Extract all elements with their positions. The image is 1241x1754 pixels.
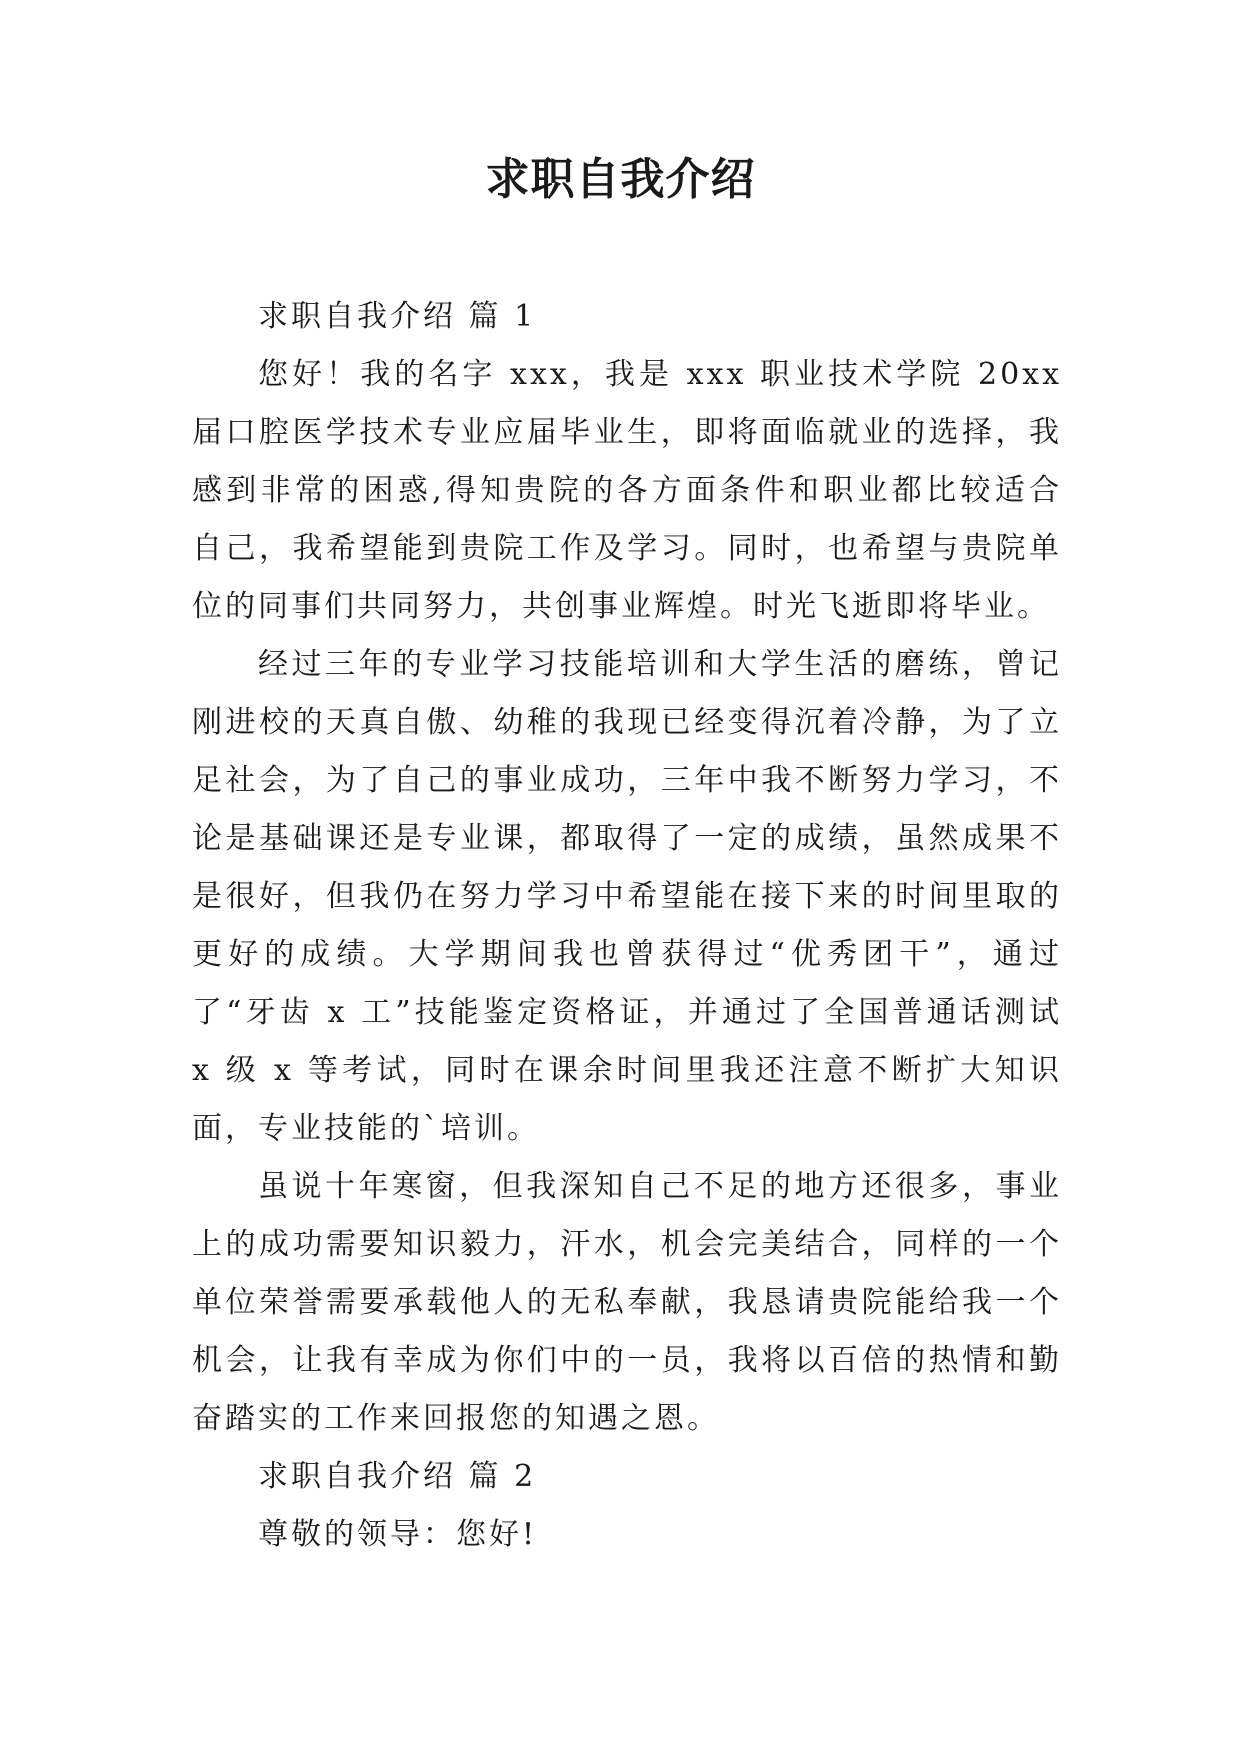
section-heading-1: 求职自我介绍 篇 1 bbox=[258, 299, 537, 334]
paragraph-closing: 虽说十年寒窗，但我深知自己不足的地方还很多，事业上的成功需要知识毅力，汗水，机会完美结合，同样的一个单位荣誉需要承载他人的无私奉献，我恳请贵院能给我一个机会，让我有幸成为你们中的一员，我将以百倍的热情和勤奋踏实的工作来回报您的知遇之恩。 bbox=[192, 1169, 1062, 1436]
paragraph-experience: 经过三年的专业学习技能培训和大学生活的磨练，曾记刚进校的天真自傲、幼稚的我现已经变得沉着冷静，为了立足社会，为了自己的事业成功，三年中我不断努力学习，不论是基础课还是专业课，都取得了一定的成绩，虽然成果不是很好，但我仍在努力学习中希望能在接下来的时间里取的更好的成绩。大学期间我也曾获得过“优秀团干”，通过了“牙齿 x 工”技能鉴定资格证，并通过了全国普通话测试 x 级 x 等考试，同时在课余时间里我还注意不断扩大知识面，专业技能的`培训。 bbox=[192, 647, 1062, 1146]
document-body bbox=[192, 288, 1062, 1564]
paragraph-greeting: 您好！我的名字 xxx，我是 xxx 职业技术学院 20xx 届口腔医学技术专业应届毕业生，即将面临就业的选择，我感到非常的困惑,得知贵院的各方面条件和职业都比较适合自己，我希望能到贵院工作及学习。同时，也希望与贵院单位的同事们共同努力，共创事业辉煌。时光飞逝即将毕业。 bbox=[192, 357, 1062, 624]
document-title: 求职自我介绍 bbox=[485, 154, 756, 205]
section-heading-2: 求职自我介绍 篇 2 bbox=[258, 1459, 537, 1494]
paragraph-salutation: 尊敬的领导：您好! bbox=[258, 1517, 538, 1552]
